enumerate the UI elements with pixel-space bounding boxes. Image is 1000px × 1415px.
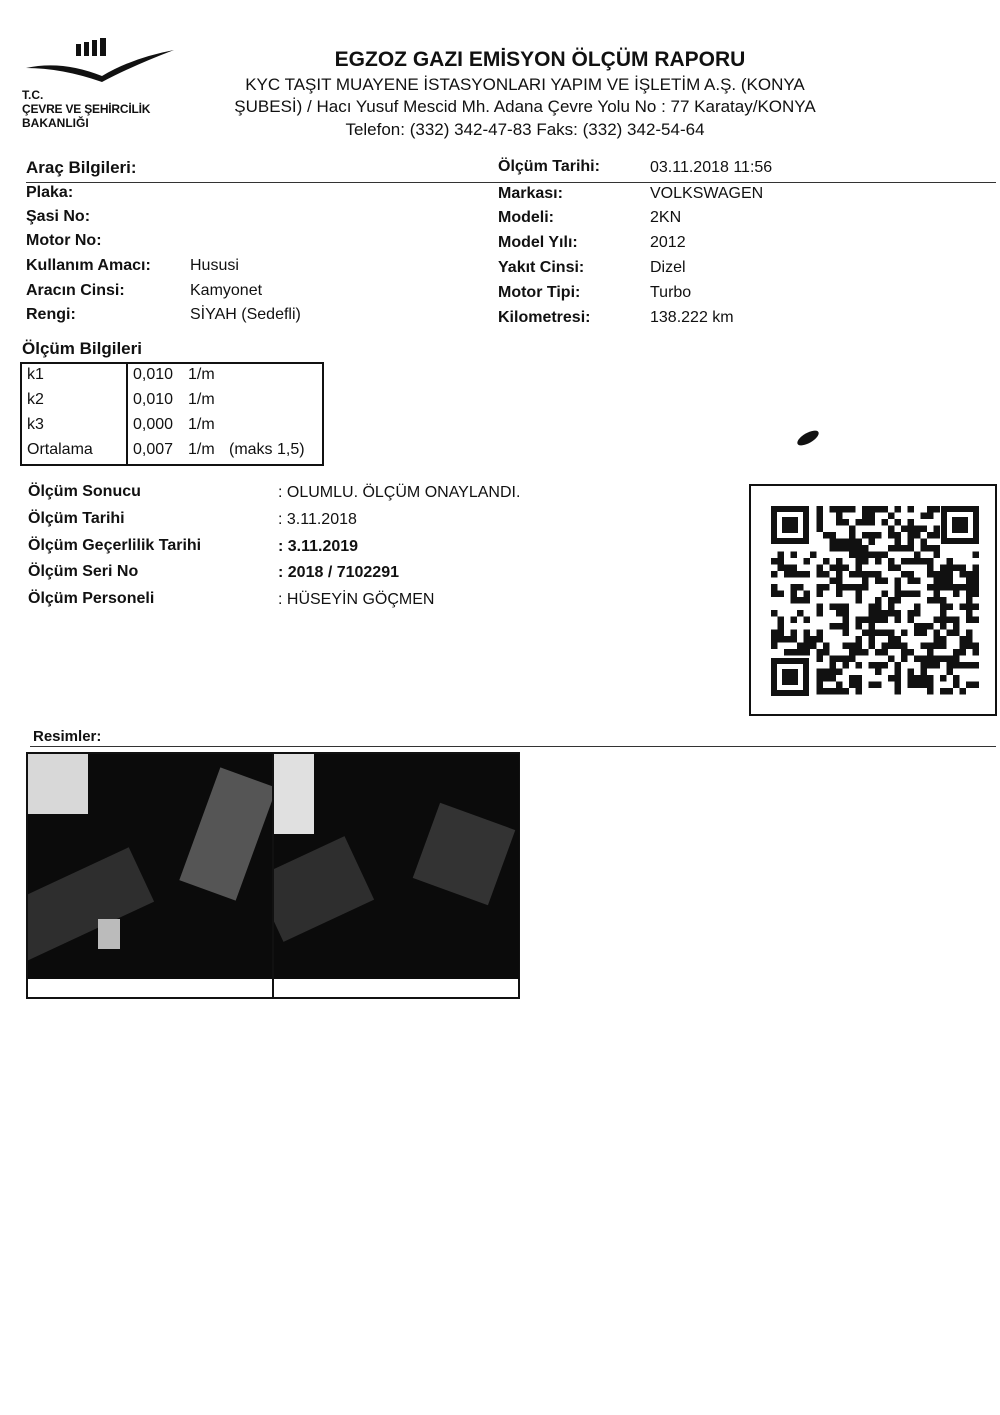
- qr-code-box: [749, 484, 997, 716]
- measurement-row: [22, 439, 322, 464]
- fuel-type-label: Yakıt Cinsi:: [498, 259, 585, 276]
- mileage-value: 138.222 km: [650, 309, 734, 326]
- measure-date-label: Ölçüm Tarihi:: [498, 158, 600, 175]
- usage-value: Hususi: [190, 257, 239, 274]
- measurement-section-label: Ölçüm Bilgileri: [22, 339, 142, 358]
- personnel-label: Ölçüm Personeli: [28, 590, 155, 607]
- measurement-unit: 1/m: [188, 366, 215, 383]
- measurement-unit: 1/m: [188, 441, 215, 458]
- logo-line-bakanligi: BAKANLIĞI: [22, 116, 89, 130]
- engine-type-value: Turbo: [650, 284, 692, 301]
- exhaust-photo-2: [274, 754, 519, 979]
- measurement-table: [20, 362, 324, 466]
- model-value: 2KN: [650, 209, 682, 226]
- validity-date-label: Ölçüm Geçerlilik Tarihi: [28, 537, 202, 554]
- ministry-logo: [22, 38, 182, 133]
- exhaust-photo-1: [28, 754, 273, 979]
- measurement-value: 0,010: [133, 391, 174, 408]
- mileage-label: Kilometresi:: [498, 309, 591, 326]
- vehicle-divider: [26, 182, 996, 183]
- vehicle-type-label: Aracın Cinsi:: [26, 282, 125, 299]
- measurement-unit: 1/m: [188, 391, 215, 408]
- pictures-divider: [30, 746, 996, 747]
- measurement-row: [22, 389, 322, 414]
- company-line-1: KYC TAŞIT MUAYENE İSTASYONLARI YAPIM VE İŞLETİM A.Ş. (KONYA: [245, 75, 805, 94]
- fuel-type-value: Dizel: [650, 259, 686, 276]
- measure-date-value: 03.11.2018 11:56: [650, 159, 773, 176]
- usage-label: Kullanım Amacı:: [26, 257, 151, 274]
- chassis-label: Şasi No:: [26, 208, 91, 225]
- vehicle-section-label: Araç Bilgileri:: [26, 158, 137, 177]
- logo-line-tc: T.C.: [22, 88, 44, 102]
- personnel-value: : HÜSEYİN GÖÇMEN: [278, 591, 435, 608]
- measurement-unit: 1/m: [188, 416, 215, 433]
- report-title: EGZOZ GAZI EMİSYON ÖLÇÜM RAPORU: [334, 48, 746, 71]
- result-label: Ölçüm Sonucu: [28, 483, 141, 500]
- pictures-section-label: Resimler:: [33, 728, 102, 745]
- measurement-key: k2: [27, 391, 44, 408]
- result-date-value: : 3.11.2018: [278, 511, 357, 528]
- plate-label: Plaka:: [26, 184, 74, 201]
- brand-value: VOLKSWAGEN: [650, 185, 764, 202]
- measurement-value: 0,000: [133, 416, 174, 433]
- ministry-emblem-icon: [22, 38, 182, 88]
- serial-no-value: : 2018 / 7102291: [278, 564, 399, 581]
- contact-line: Telefon: (332) 342-47-83 Faks: (332) 342-54-64: [345, 120, 705, 139]
- measurement-key: k3: [27, 416, 44, 433]
- qr-code-icon: [771, 506, 979, 696]
- brand-label: Markası:: [498, 185, 563, 202]
- pictures-frame: [26, 752, 520, 999]
- model-year-label: Model Yılı:: [498, 234, 578, 251]
- measurement-key: Ortalama: [27, 441, 93, 458]
- measurement-row: [22, 414, 322, 439]
- serial-no-label: Ölçüm Seri No: [28, 563, 139, 580]
- color-label: Rengi:: [26, 306, 76, 323]
- model-year-value: 2012: [650, 234, 686, 251]
- measurement-value: 0,010: [133, 366, 174, 383]
- result-date-label: Ölçüm Tarihi: [28, 510, 125, 527]
- vehicle-type-value: Kamyonet: [190, 282, 263, 299]
- measurement-value: 0,007: [133, 441, 174, 458]
- engine-type-label: Motor Tipi:: [498, 284, 581, 301]
- company-line-2: ŞUBESİ) / Hacı Yusuf Mescid Mh. Adana Çevre Yolu No : 77 Karatay/KONYA: [234, 97, 816, 116]
- color-value: SİYAH (Sedefli): [190, 306, 301, 323]
- measurement-max: (maks 1,5): [229, 441, 305, 458]
- result-value: : OLUMLU. ÖLÇÜM ONAYLANDI.: [278, 484, 521, 501]
- validity-date-value: : 3.11.2019: [278, 538, 359, 555]
- ink-mark: [795, 428, 821, 449]
- measurement-row: [22, 364, 322, 389]
- logo-line-ministry: ÇEVRE VE ŞEHİRCİLİK: [22, 102, 151, 116]
- engine-no-label: Motor No:: [26, 232, 102, 249]
- measurement-key: k1: [27, 366, 44, 383]
- model-label: Modeli:: [498, 209, 554, 226]
